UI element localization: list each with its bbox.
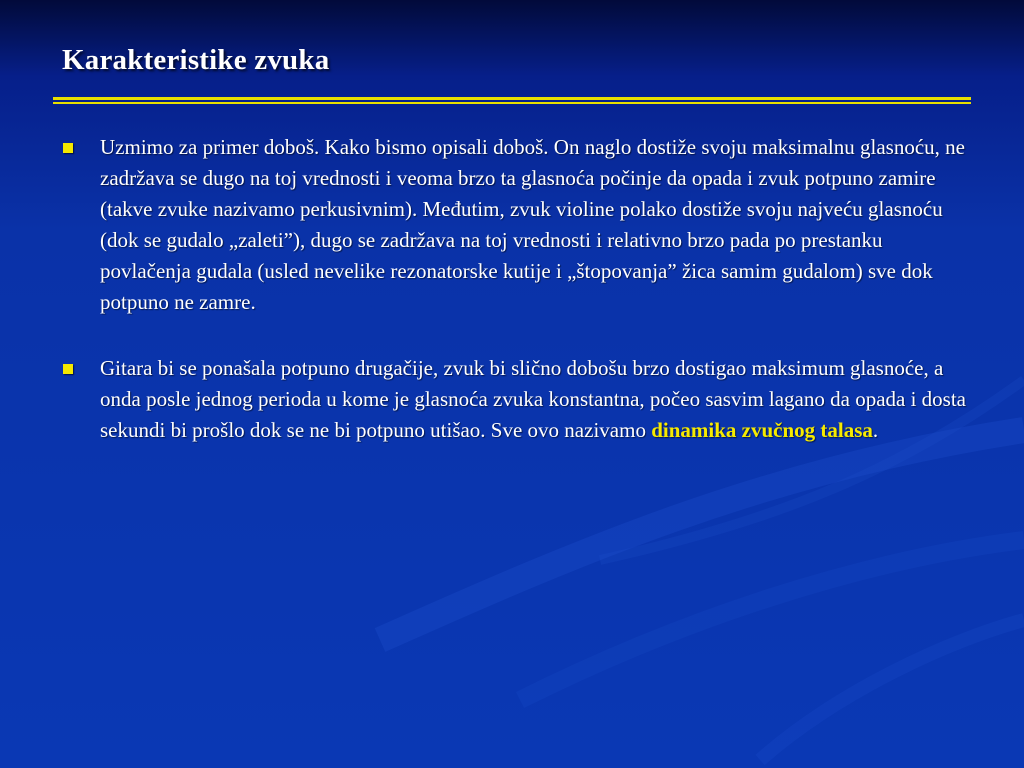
bullet-text: Uzmimo za primer doboš. Kako bismo opisali doboš. On naglo dostiže svoju maksimalnu glasnoću, ne zadržava se dugo na toj vrednosti i veoma brzo ta glasnoća počinje da opada i zvuk potpuno zamire (takve zvuke nazivamo perkusivnim). Međutim, zvuk violine polako dostiže svoju najveću glasnoću (dok se gudalo „zaleti”), dugo se zadržava na toj vrednosti i relativno brzo pada po prestanku povlačenja gudala (usled nevelike rezonatorske kutije i „štopovanja” žica samim gudalom) sve dok potpuno ne zamre. bbox=[100, 135, 965, 314]
swirl-stroke bbox=[520, 540, 1024, 700]
bullet-text: Gitara bi se ponašala potpuno drugačije, zvuk bi slično dobošu brzo dostigao maksimum glasnoće, a onda posle jednog perioda u kome je glasnoća zvuka konstantna, počeo sasvim lagano da opada i dosta sekundi bi prošlo dok se ne bi potpuno utišao. Sve ovo nazivamo bbox=[100, 356, 967, 442]
slide-title: Karakteristike zvuka bbox=[62, 44, 330, 76]
square-bullet-icon bbox=[63, 143, 73, 153]
title-underline bbox=[53, 97, 971, 100]
square-bullet-icon bbox=[63, 364, 73, 374]
bullet-text-end: . bbox=[872, 418, 879, 442]
title-underline-thin bbox=[53, 102, 971, 104]
bullet-list bbox=[60, 132, 970, 481]
swirl-stroke bbox=[760, 620, 1024, 760]
bullet-item bbox=[60, 353, 968, 446]
highlighted-term: dinamika zvučnog talasa bbox=[651, 418, 873, 442]
bullet-item bbox=[60, 132, 968, 318]
